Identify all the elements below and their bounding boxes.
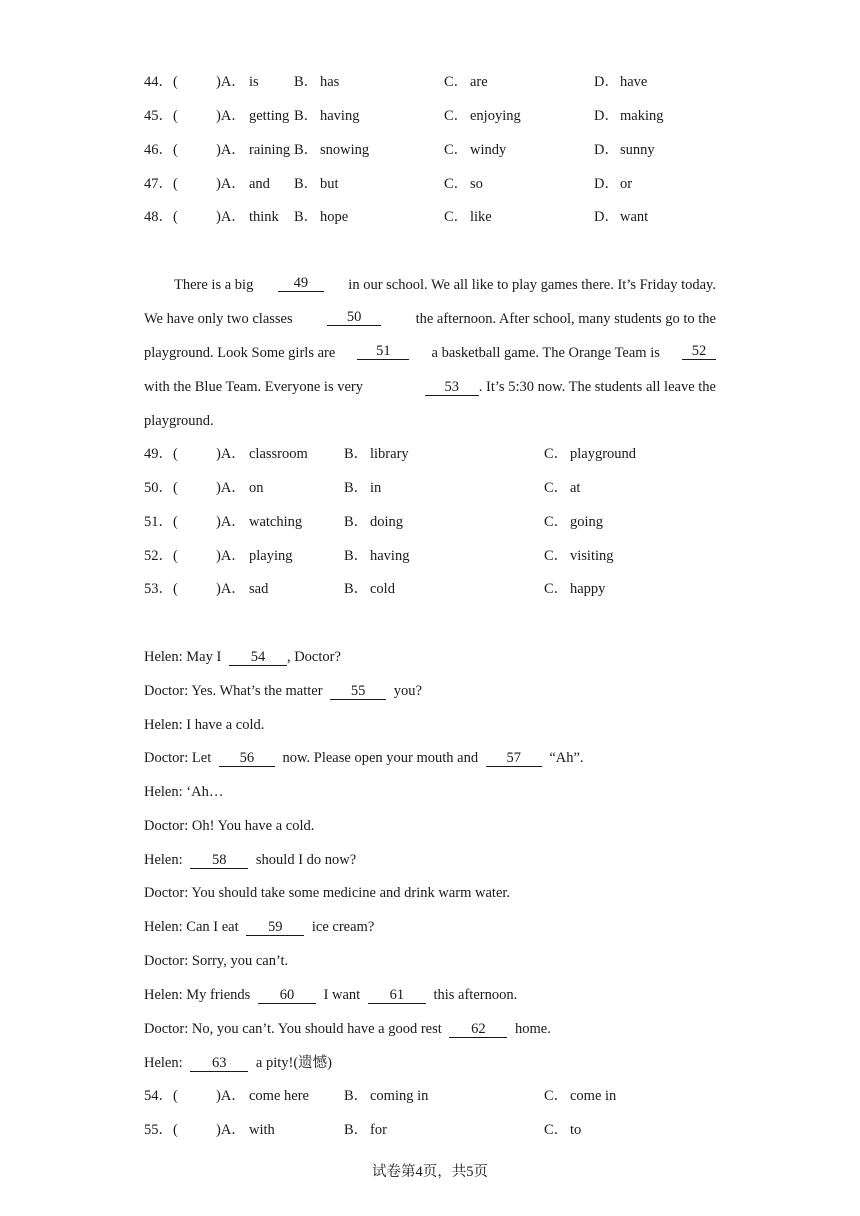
page-footer: 试卷第4页，共5页 bbox=[372, 1164, 488, 1180]
question-number: 45．( bbox=[144, 108, 178, 124]
option-a[interactable]: playing bbox=[249, 548, 293, 564]
blank-63[interactable]: 63 bbox=[190, 1055, 248, 1072]
option-c-label: C． bbox=[544, 548, 569, 564]
option-d[interactable]: or bbox=[620, 176, 633, 192]
option-c-label: C． bbox=[544, 581, 569, 597]
question-number: 52．( bbox=[144, 548, 178, 564]
question-52 bbox=[144, 546, 716, 566]
option-a[interactable]: come here bbox=[249, 1088, 309, 1104]
dialogue-line: Helen: ‘Ah… bbox=[144, 784, 224, 800]
option-d[interactable]: sunny bbox=[620, 142, 655, 158]
option-a-label: )A． bbox=[216, 514, 246, 530]
option-b-label: B． bbox=[294, 74, 319, 90]
option-b-label: B． bbox=[294, 176, 319, 192]
option-c[interactable]: like bbox=[470, 209, 492, 225]
option-c-label: C． bbox=[444, 176, 469, 192]
option-c-label: C． bbox=[444, 142, 469, 158]
option-a[interactable]: raining bbox=[249, 142, 291, 158]
option-a[interactable]: sad bbox=[249, 581, 269, 597]
option-b-label: B． bbox=[344, 446, 369, 462]
option-b[interactable]: having bbox=[320, 108, 360, 124]
dialogue-line: Doctor: Yes. What’s the matter 55 you? bbox=[144, 683, 422, 699]
question-number: 54．( bbox=[144, 1088, 178, 1104]
option-a[interactable]: getting bbox=[249, 108, 290, 124]
option-b[interactable]: snowing bbox=[320, 142, 370, 158]
option-a[interactable]: watching bbox=[249, 514, 303, 530]
option-b[interactable]: library bbox=[370, 446, 409, 462]
option-b[interactable]: has bbox=[320, 74, 340, 90]
blank-57[interactable]: 57 bbox=[486, 750, 542, 767]
option-d-label: D． bbox=[594, 74, 619, 90]
question-53 bbox=[144, 579, 716, 599]
option-d[interactable]: making bbox=[620, 108, 664, 124]
question-46 bbox=[144, 140, 716, 160]
option-c-label: C． bbox=[544, 1088, 569, 1104]
option-c-label: C． bbox=[444, 209, 469, 225]
dialogue-line: Helen: 58 should I do now? bbox=[144, 852, 357, 868]
option-b-label: B． bbox=[344, 1122, 369, 1138]
blank-62[interactable]: 62 bbox=[449, 1021, 507, 1038]
option-b-label: B． bbox=[294, 142, 319, 158]
question-number: 50．( bbox=[144, 480, 178, 496]
option-c[interactable]: come in bbox=[570, 1088, 617, 1104]
passage-line: playground. bbox=[144, 413, 214, 429]
blank-60[interactable]: 60 bbox=[258, 987, 316, 1004]
dialogue-line: Doctor: Sorry, you can’t. bbox=[144, 953, 289, 969]
option-a-label: )A． bbox=[216, 581, 246, 597]
option-b-label: B． bbox=[344, 1088, 369, 1104]
option-a-label: )A． bbox=[216, 548, 246, 564]
option-c[interactable]: visiting bbox=[570, 548, 614, 564]
option-b[interactable]: hope bbox=[320, 209, 349, 225]
blank-51[interactable]: 51 bbox=[357, 343, 409, 360]
option-d-label: D． bbox=[594, 142, 619, 158]
option-b-label: B． bbox=[344, 581, 369, 597]
option-c[interactable]: going bbox=[570, 514, 604, 530]
passage-line: We have only two classes 50 the afternoon. After school, many students go to the bbox=[144, 309, 716, 327]
option-b-label: B． bbox=[344, 548, 369, 564]
blank-58[interactable]: 58 bbox=[190, 852, 248, 869]
question-number: 51．( bbox=[144, 514, 178, 530]
option-b[interactable]: doing bbox=[370, 514, 404, 530]
option-b[interactable]: having bbox=[370, 548, 410, 564]
option-b[interactable]: in bbox=[370, 480, 382, 496]
option-b-label: B． bbox=[344, 480, 369, 496]
question-48 bbox=[144, 207, 716, 227]
dialogue-line: Helen: Can I eat 59 ice cream? bbox=[144, 919, 375, 935]
option-c-label: C． bbox=[544, 1122, 569, 1138]
option-c[interactable]: happy bbox=[570, 581, 606, 597]
blank-54[interactable]: 54 bbox=[229, 649, 287, 666]
option-b[interactable]: but bbox=[320, 176, 339, 192]
dialogue-line: Helen: I have a cold. bbox=[144, 717, 265, 733]
option-c[interactable]: so bbox=[470, 176, 483, 192]
dialogue-line: Helen: May I 54 , Doctor? bbox=[144, 649, 341, 665]
blank-55[interactable]: 55 bbox=[330, 683, 386, 700]
option-d[interactable]: have bbox=[620, 74, 648, 90]
option-b[interactable]: for bbox=[370, 1122, 387, 1138]
question-45 bbox=[144, 106, 716, 126]
question-number: 55．( bbox=[144, 1122, 178, 1138]
option-c-label: C． bbox=[444, 74, 469, 90]
question-50 bbox=[144, 478, 716, 498]
option-b-label: B． bbox=[294, 209, 319, 225]
option-c[interactable]: enjoying bbox=[470, 108, 521, 124]
option-b-label: B． bbox=[294, 108, 319, 124]
question-47 bbox=[144, 174, 716, 194]
option-a[interactable]: think bbox=[249, 209, 279, 225]
option-b-label: B． bbox=[344, 514, 369, 530]
option-a-label: )A． bbox=[216, 108, 246, 124]
blank-61[interactable]: 61 bbox=[368, 987, 426, 1004]
option-c-label: C． bbox=[544, 514, 569, 530]
blank-49[interactable]: 49 bbox=[278, 275, 324, 292]
option-d-label: D． bbox=[594, 108, 619, 124]
option-a[interactable]: on bbox=[249, 480, 264, 496]
question-number: 49．( bbox=[144, 446, 178, 462]
option-a[interactable]: and bbox=[249, 176, 270, 192]
question-number: 47．( bbox=[144, 176, 178, 192]
dialogue-line: Doctor: Let 56 now. Please open your mouth and 57 “Ah”. bbox=[144, 750, 584, 766]
passage-line: playground. Look Some girls are 51 a basketball game. The Orange Team is 52 bbox=[144, 343, 716, 363]
option-c-label: C． bbox=[544, 446, 569, 462]
option-c[interactable]: windy bbox=[470, 142, 507, 158]
question-49 bbox=[144, 444, 716, 464]
option-a-label: )A． bbox=[216, 480, 246, 496]
option-a-label: )A． bbox=[216, 1122, 246, 1138]
passage-line: There is a big 49 in our school. We all like to play games there. It’s Friday today. bbox=[174, 275, 716, 293]
question-number: 53．( bbox=[144, 581, 178, 597]
question-number: 48．( bbox=[144, 209, 178, 225]
blank-52[interactable]: 52 bbox=[682, 343, 716, 360]
blank-53[interactable]: 53 bbox=[425, 379, 479, 396]
option-a-label: )A． bbox=[216, 74, 246, 90]
question-number: 44．( bbox=[144, 74, 178, 90]
option-d[interactable]: want bbox=[620, 209, 649, 225]
option-a-label: )A． bbox=[216, 209, 246, 225]
dialogue-line: Doctor: You should take some medicine and drink warm water. bbox=[144, 885, 511, 901]
blank-50[interactable]: 50 bbox=[327, 309, 381, 326]
option-d-label: D． bbox=[594, 176, 619, 192]
option-c[interactable]: are bbox=[470, 74, 488, 90]
dialogue-line: Doctor: Oh! You have a cold. bbox=[144, 818, 315, 834]
option-d-label: D． bbox=[594, 209, 619, 225]
dialogue-line: Helen: My friends 60 I want 61 this afternoon. bbox=[144, 987, 518, 1003]
question-51 bbox=[144, 512, 716, 532]
question-number: 46．( bbox=[144, 142, 178, 158]
question-55 bbox=[144, 1120, 716, 1140]
option-c-label: C． bbox=[444, 108, 469, 124]
question-44 bbox=[144, 72, 716, 92]
option-c[interactable]: to bbox=[570, 1122, 582, 1138]
option-a-label: )A． bbox=[216, 446, 246, 462]
question-54 bbox=[144, 1086, 716, 1106]
option-a[interactable]: classroom bbox=[249, 446, 308, 462]
option-b[interactable]: coming in bbox=[370, 1088, 429, 1104]
dialogue-line: Helen: 63 a pity!(遗憾) bbox=[144, 1055, 333, 1071]
option-a-label: )A． bbox=[216, 176, 246, 192]
option-a-label: )A． bbox=[216, 1088, 246, 1104]
option-a-label: )A． bbox=[216, 142, 246, 158]
option-c[interactable]: at bbox=[570, 480, 581, 496]
option-c-label: C． bbox=[544, 480, 569, 496]
option-c[interactable]: playground bbox=[570, 446, 637, 462]
passage-line: with the Blue Team. Everyone is very 53 . It’s 5:30 now. The students all leave the bbox=[144, 379, 716, 395]
option-a[interactable]: with bbox=[249, 1122, 275, 1138]
blank-59[interactable]: 59 bbox=[246, 919, 304, 936]
dialogue-line: Doctor: No, you can’t. You should have a good rest 62 home. bbox=[144, 1021, 551, 1037]
option-b[interactable]: cold bbox=[370, 581, 395, 597]
blank-56[interactable]: 56 bbox=[219, 750, 275, 767]
option-a[interactable]: is bbox=[249, 74, 259, 90]
